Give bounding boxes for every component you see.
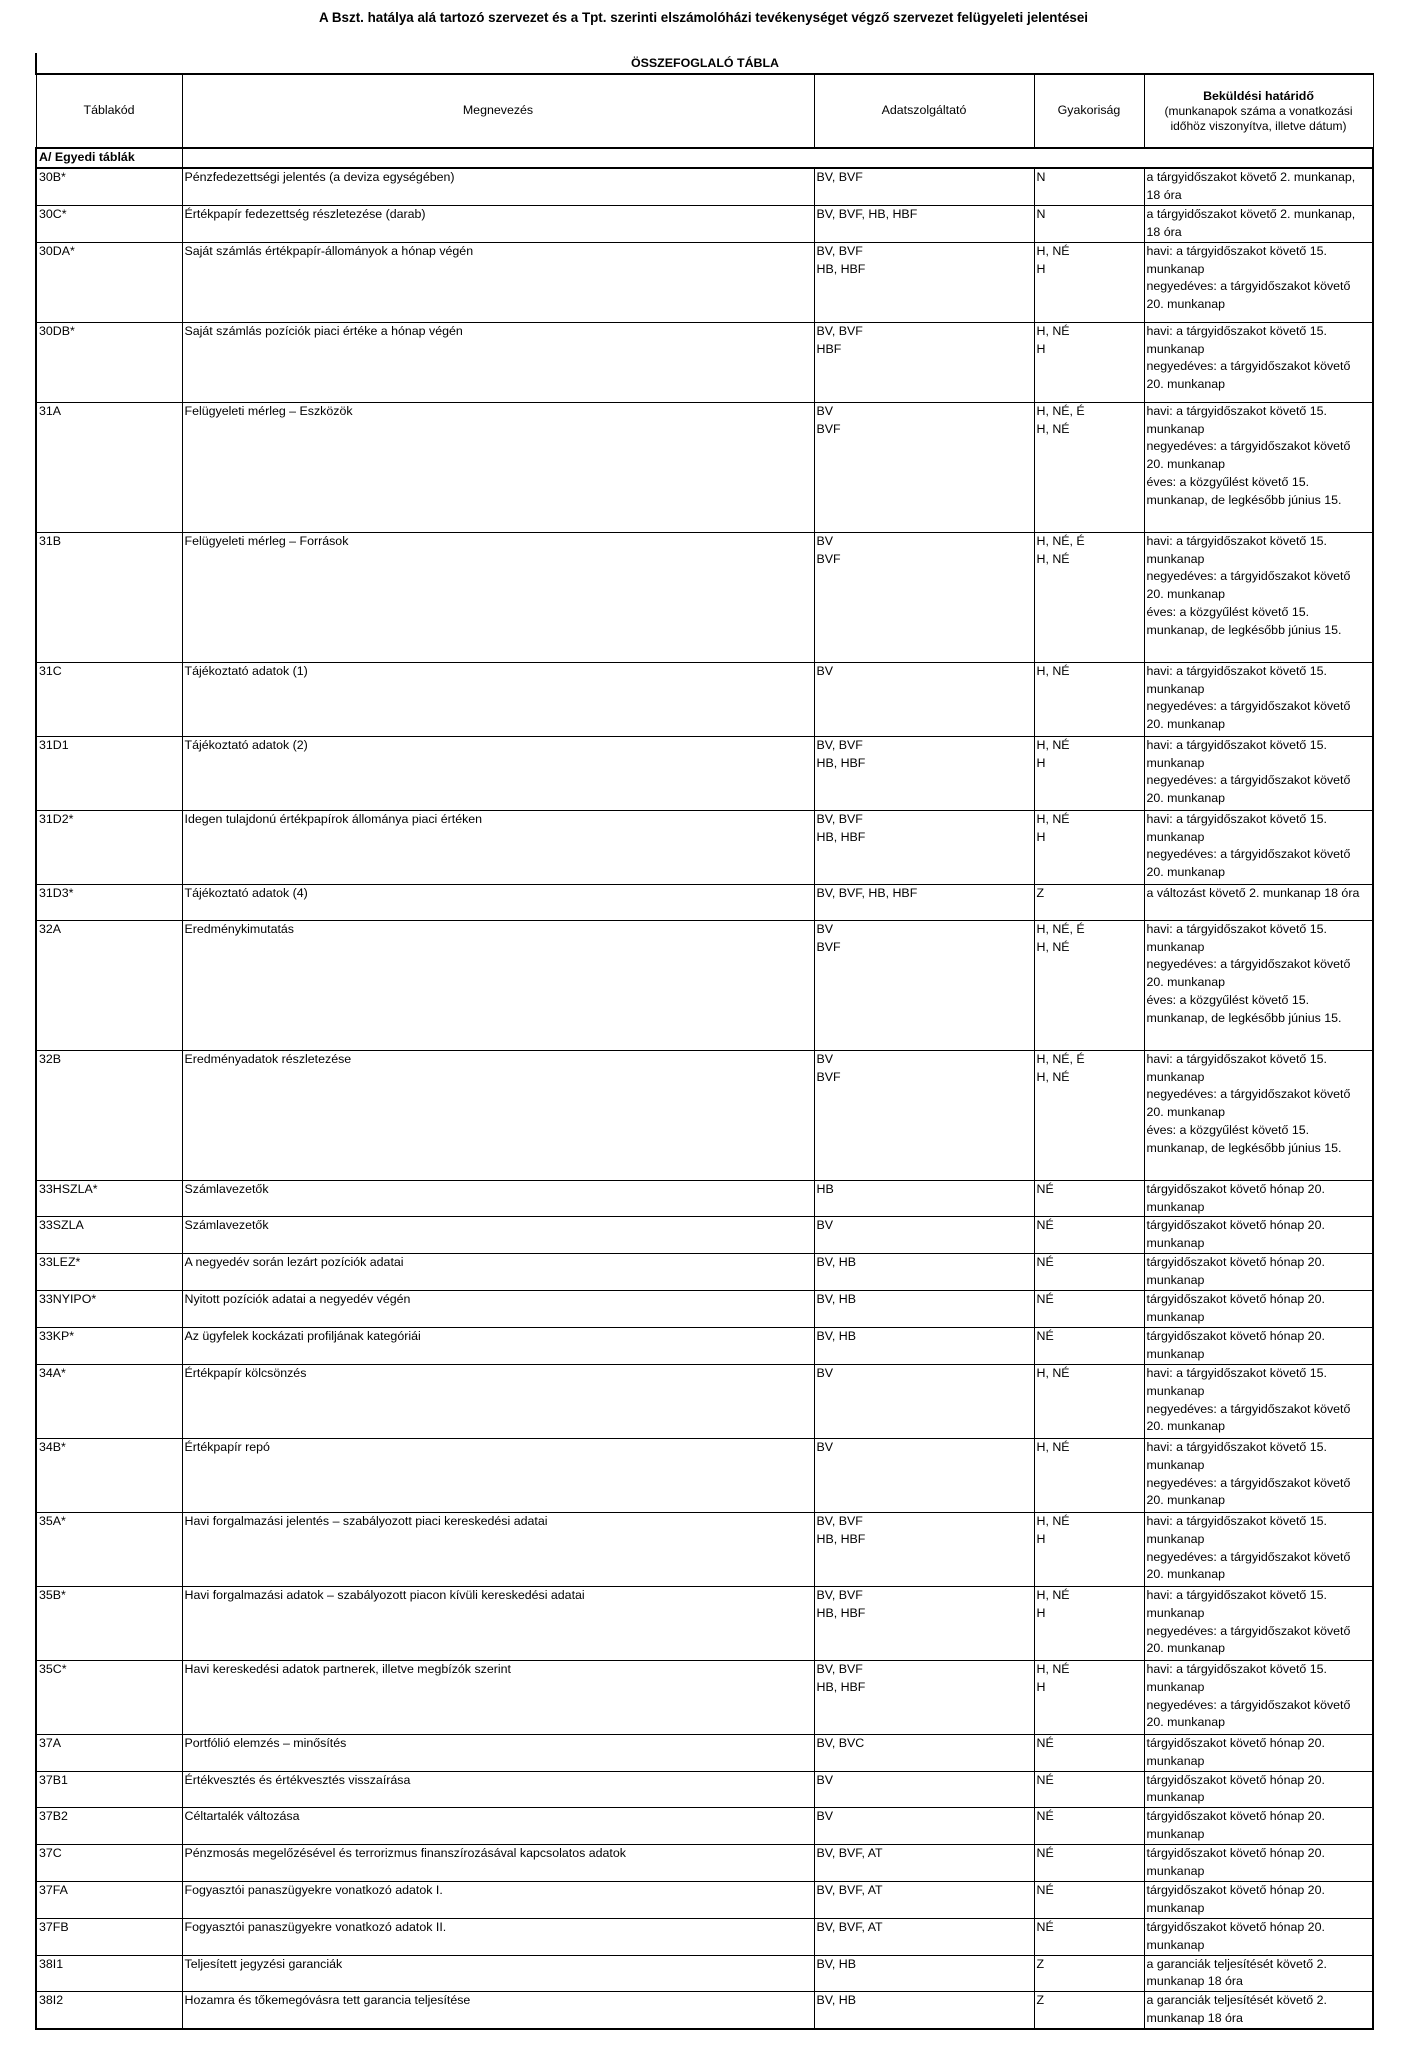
table-row: [36, 1918, 1373, 1955]
row-name: Saját számlás pozíciók piaci értéke a hónap végén: [182, 322, 814, 402]
row-code: 38I2: [36, 1992, 182, 2029]
row-code: 33SZLA: [36, 1217, 182, 1254]
row-provider: BV, BVF HB, HBF: [814, 1586, 1034, 1660]
row-frequency: N: [1034, 205, 1144, 242]
row-provider: BV: [814, 1364, 1034, 1438]
row-name: Céltartalék változása: [182, 1808, 814, 1845]
section-row: [36, 148, 1373, 168]
row-frequency: NÉ: [1034, 1808, 1144, 1845]
row-code: 33NYIPO*: [36, 1291, 182, 1328]
row-name: Havi kereskedési adatok partnerek, illetve megbízók szerint: [182, 1660, 814, 1734]
row-code: 37FA: [36, 1881, 182, 1918]
row-provider: BV, BVF, HB, HBF: [814, 884, 1034, 920]
row-frequency: NÉ: [1034, 1217, 1144, 1254]
table-row: [36, 1438, 1373, 1512]
table-row: [36, 242, 1373, 322]
row-name: Portfólió elemzés – minősítés: [182, 1734, 814, 1771]
row-name: Havi forgalmazási jelentés – szabályozott piaci kereskedési adatai: [182, 1512, 814, 1586]
row-deadline: havi: a tárgyidőszakot követő 15. munkanap negyedéves: a tárgyidőszakot követő 20. munkanap: [1144, 662, 1373, 736]
row-name: Értékvesztés és értékvesztés visszaírása: [182, 1771, 814, 1808]
row-deadline: havi: a tárgyidőszakot követő 15. munkanap negyedéves: a tárgyidőszakot követő 20. munkanap: [1144, 242, 1373, 322]
table-row: [36, 1660, 1373, 1734]
row-name: Az ügyfelek kockázati profiljának kategóriái: [182, 1327, 814, 1364]
row-deadline: tárgyidőszakot követő hónap 20. munkanap: [1144, 1808, 1373, 1845]
row-code: 35A*: [36, 1512, 182, 1586]
row-name: Tájékoztató adatok (4): [182, 884, 814, 920]
row-frequency: NÉ: [1034, 1254, 1144, 1291]
row-code: 37B2: [36, 1808, 182, 1845]
row-provider: BV BVF: [814, 402, 1034, 532]
row-frequency: H, NÉ, É H, NÉ: [1034, 532, 1144, 662]
row-code: 31A: [36, 402, 182, 532]
row-deadline: tárgyidőszakot követő hónap 20. munkanap: [1144, 1771, 1373, 1808]
row-name: Fogyasztói panaszügyekre vonatkozó adatok II.: [182, 1918, 814, 1955]
row-deadline: havi: a tárgyidőszakot követő 15. munkanap negyedéves: a tárgyidőszakot követő 20. munkanap éves: a közgyűlést követő 15. munkanap, de legkésőbb június 15.: [1144, 402, 1373, 532]
row-provider: BV, BVF, HB, HBF: [814, 205, 1034, 242]
row-code: 31D3*: [36, 884, 182, 920]
row-provider: HB: [814, 1180, 1034, 1217]
row-code: 38I1: [36, 1955, 182, 1992]
table-row: [36, 920, 1373, 1050]
row-provider: BV, BVF HB, HBF: [814, 1512, 1034, 1586]
row-frequency: H, NÉ: [1034, 662, 1144, 736]
row-frequency: Z: [1034, 1992, 1144, 2029]
summary-table-container: [35, 53, 1372, 2030]
row-name: Idegen tulajdonú értékpapírok állománya piaci értéken: [182, 810, 814, 884]
row-provider: BV, BVF HB, HBF: [814, 242, 1034, 322]
section-label: A/ Egyedi táblák: [36, 148, 182, 168]
row-frequency: NÉ: [1034, 1918, 1144, 1955]
row-deadline: tárgyidőszakot követő hónap 20. munkanap: [1144, 1291, 1373, 1328]
row-provider: BV, BVF, AT: [814, 1845, 1034, 1882]
row-deadline: a változást követő 2. munkanap 18 óra: [1144, 884, 1373, 920]
row-provider: BV, HB: [814, 1327, 1034, 1364]
row-provider: BV, HB: [814, 1992, 1034, 2029]
row-frequency: H, NÉ H: [1034, 242, 1144, 322]
row-code: 33HSZLA*: [36, 1180, 182, 1217]
row-name: Értékpapír fedezettség részletezése (darab): [182, 205, 814, 242]
row-name: Pénzfedezettségi jelentés (a deviza egységében): [182, 168, 814, 205]
table-row: [36, 884, 1373, 920]
table-row: [36, 1734, 1373, 1771]
row-code: 34B*: [36, 1438, 182, 1512]
row-name: A negyedév során lezárt pozíciók adatai: [182, 1254, 814, 1291]
table-row: [36, 1291, 1373, 1328]
row-code: 37C: [36, 1845, 182, 1882]
row-frequency: H, NÉ: [1034, 1364, 1144, 1438]
row-name: Számlavezetők: [182, 1180, 814, 1217]
header-deadline-title: Beküldési határidő: [1203, 88, 1314, 103]
row-provider: BV, HB: [814, 1291, 1034, 1328]
table-caption-row: [36, 53, 1373, 74]
header-deadline-sub: (munkanapok száma a vonatkozási időhöz viszonyítva, illetve dátum): [1164, 103, 1353, 133]
row-provider: BV: [814, 1808, 1034, 1845]
row-name: Értékpapír kölcsönzés: [182, 1364, 814, 1438]
row-provider: BV, BVF: [814, 168, 1034, 205]
table-row: [36, 1845, 1373, 1882]
header-name: Megnevezés: [182, 74, 814, 148]
row-code: 31D1: [36, 736, 182, 810]
table-row: [36, 1955, 1373, 1992]
table-row: [36, 1180, 1373, 1217]
row-frequency: H, NÉ: [1034, 1438, 1144, 1512]
row-name: Felügyeleti mérleg – Eszközök: [182, 402, 814, 532]
header-frequency: Gyakoriság: [1034, 74, 1144, 148]
row-deadline: tárgyidőszakot követő hónap 20. munkanap: [1144, 1180, 1373, 1217]
row-code: 34A*: [36, 1364, 182, 1438]
row-name: Pénzmosás megelőzésével és terrorizmus finanszírozásával kapcsolatos adatok: [182, 1845, 814, 1882]
row-deadline: havi: a tárgyidőszakot követő 15. munkanap negyedéves: a tárgyidőszakot követő 20. munkanap: [1144, 1438, 1373, 1512]
row-frequency: NÉ: [1034, 1291, 1144, 1328]
row-frequency: NÉ: [1034, 1845, 1144, 1882]
row-deadline: tárgyidőszakot követő hónap 20. munkanap: [1144, 1845, 1373, 1882]
row-frequency: H, NÉ H: [1034, 1512, 1144, 1586]
row-frequency: NÉ: [1034, 1180, 1144, 1217]
row-name: Saját számlás értékpapír-állományok a hónap végén: [182, 242, 814, 322]
row-name: Értékpapír repó: [182, 1438, 814, 1512]
header-deadline: [1144, 74, 1373, 148]
row-frequency: NÉ: [1034, 1734, 1144, 1771]
row-name: Eredményadatok részletezése: [182, 1050, 814, 1180]
row-code: 30DA*: [36, 242, 182, 322]
row-provider: BV, HB: [814, 1955, 1034, 1992]
row-deadline: a garanciák teljesítését követő 2. munkanap 18 óra: [1144, 1992, 1373, 2029]
row-provider: BV: [814, 1771, 1034, 1808]
row-frequency: H, NÉ H: [1034, 322, 1144, 402]
table-row: [36, 1364, 1373, 1438]
row-deadline: a tárgyidőszakot követő 2. munkanap, 18 óra: [1144, 205, 1373, 242]
row-code: 30B*: [36, 168, 182, 205]
row-deadline: havi: a tárgyidőszakot követő 15. munkanap negyedéves: a tárgyidőszakot követő 20. munkanap: [1144, 1660, 1373, 1734]
row-frequency: H, NÉ, É H, NÉ: [1034, 402, 1144, 532]
row-code: 30C*: [36, 205, 182, 242]
row-deadline: tárgyidőszakot követő hónap 20. munkanap: [1144, 1734, 1373, 1771]
document-title: A Bszt. hatálya alá tartozó szervezet és a Tpt. szerinti elszámolóházi tevékenységet végző szervezet felügyeleti jelentései: [318, 10, 1089, 25]
row-name: Tájékoztató adatok (1): [182, 662, 814, 736]
row-deadline: havi: a tárgyidőszakot követő 15. munkanap negyedéves: a tárgyidőszakot követő 20. munkanap: [1144, 1512, 1373, 1586]
table-row: [36, 1050, 1373, 1180]
table-caption: ÖSSZEFOGLALÓ TÁBLA: [36, 53, 1373, 74]
row-provider: BV, BVF, AT: [814, 1881, 1034, 1918]
row-name: Felügyeleti mérleg – Források: [182, 532, 814, 662]
row-provider: BV: [814, 1438, 1034, 1512]
table-row: [36, 1327, 1373, 1364]
row-frequency: H, NÉ H: [1034, 1586, 1144, 1660]
row-frequency: H, NÉ H: [1034, 736, 1144, 810]
row-deadline: a garanciák teljesítését követő 2. munkanap 18 óra: [1144, 1955, 1373, 1992]
table-row: [36, 1992, 1373, 2029]
row-provider: BV, HB: [814, 1254, 1034, 1291]
row-provider: BV, BVF HBF: [814, 322, 1034, 402]
row-deadline: havi: a tárgyidőszakot követő 15. munkanap negyedéves: a tárgyidőszakot követő 20. munkanap éves: a közgyűlést követő 15. munkanap, de legkésőbb június 15.: [1144, 1050, 1373, 1180]
row-deadline: havi: a tárgyidőszakot követő 15. munkanap negyedéves: a tárgyidőszakot követő 20. munkanap: [1144, 1364, 1373, 1438]
table-row: [36, 205, 1373, 242]
row-name: Eredménykimutatás: [182, 920, 814, 1050]
table-row: [36, 322, 1373, 402]
row-frequency: Z: [1034, 1955, 1144, 1992]
row-code: 37A: [36, 1734, 182, 1771]
row-deadline: tárgyidőszakot követő hónap 20. munkanap: [1144, 1217, 1373, 1254]
row-frequency: NÉ: [1034, 1327, 1144, 1364]
row-name: Nyitott pozíciók adatai a negyedév végén: [182, 1291, 814, 1328]
row-provider: BV: [814, 662, 1034, 736]
table-row: [36, 1217, 1373, 1254]
row-frequency: Z: [1034, 884, 1144, 920]
row-code: 33LEZ*: [36, 1254, 182, 1291]
row-frequency: NÉ: [1034, 1771, 1144, 1808]
row-name: Tájékoztató adatok (2): [182, 736, 814, 810]
table-header-row: [36, 74, 1373, 148]
row-deadline: tárgyidőszakot követő hónap 20. munkanap: [1144, 1881, 1373, 1918]
row-code: 35C*: [36, 1660, 182, 1734]
row-frequency: H, NÉ, É H, NÉ: [1034, 1050, 1144, 1180]
row-deadline: havi: a tárgyidőszakot követő 15. munkanap negyedéves: a tárgyidőszakot követő 20. munkanap: [1144, 736, 1373, 810]
summary-table: [35, 53, 1374, 2030]
row-provider: BV: [814, 1217, 1034, 1254]
row-deadline: tárgyidőszakot követő hónap 20. munkanap: [1144, 1254, 1373, 1291]
table-row: [36, 532, 1373, 662]
row-code: 33KP*: [36, 1327, 182, 1364]
row-code: 37B1: [36, 1771, 182, 1808]
row-deadline: havi: a tárgyidőszakot követő 15. munkanap negyedéves: a tárgyidőszakot követő 20. munkanap éves: a közgyűlést követő 15. munkanap, de legkésőbb június 15.: [1144, 532, 1373, 662]
header-provider: Adatszolgáltató: [814, 74, 1034, 148]
row-code: 32B: [36, 1050, 182, 1180]
row-deadline: havi: a tárgyidőszakot követő 15. munkanap negyedéves: a tárgyidőszakot követő 20. munkanap éves: a közgyűlést követő 15. munkanap, de legkésőbb június 15.: [1144, 920, 1373, 1050]
row-name: Teljesített jegyzési garanciák: [182, 1955, 814, 1992]
table-row: [36, 736, 1373, 810]
row-provider: BV BVF: [814, 1050, 1034, 1180]
row-code: 31D2*: [36, 810, 182, 884]
table-row: [36, 1881, 1373, 1918]
row-deadline: tárgyidőszakot követő hónap 20. munkanap: [1144, 1918, 1373, 1955]
row-code: 37FB: [36, 1918, 182, 1955]
row-deadline: havi: a tárgyidőszakot követő 15. munkanap negyedéves: a tárgyidőszakot követő 20. munkanap: [1144, 810, 1373, 884]
row-code: 35B*: [36, 1586, 182, 1660]
table-row: [36, 1771, 1373, 1808]
table-row: [36, 662, 1373, 736]
row-provider: BV BVF: [814, 920, 1034, 1050]
table-row: [36, 1808, 1373, 1845]
table-row: [36, 810, 1373, 884]
row-frequency: N: [1034, 168, 1144, 205]
row-frequency: H, NÉ, É H, NÉ: [1034, 920, 1144, 1050]
row-frequency: H, NÉ H: [1034, 810, 1144, 884]
row-frequency: NÉ: [1034, 1881, 1144, 1918]
table-row: [36, 1586, 1373, 1660]
row-name: Hozamra és tőkemegóvásra tett garancia teljesítése: [182, 1992, 814, 2029]
row-name: Havi forgalmazási adatok – szabályozott piacon kívüli kereskedési adatai: [182, 1586, 814, 1660]
row-deadline: havi: a tárgyidőszakot követő 15. munkanap negyedéves: a tárgyidőszakot követő 20. munkanap: [1144, 1586, 1373, 1660]
table-row: [36, 1512, 1373, 1586]
table-row: [36, 1254, 1373, 1291]
row-code: 32A: [36, 920, 182, 1050]
row-frequency: H, NÉ H: [1034, 1660, 1144, 1734]
row-name: Számlavezetők: [182, 1217, 814, 1254]
row-deadline: havi: a tárgyidőszakot követő 15. munkanap negyedéves: a tárgyidőszakot követő 20. munkanap: [1144, 322, 1373, 402]
row-deadline: a tárgyidőszakot követő 2. munkanap, 18 óra: [1144, 168, 1373, 205]
row-provider: BV BVF: [814, 532, 1034, 662]
row-name: Fogyasztói panaszügyekre vonatkozó adatok I.: [182, 1881, 814, 1918]
row-provider: BV, BVF HB, HBF: [814, 810, 1034, 884]
row-code: 31C: [36, 662, 182, 736]
header-code: Táblakód: [36, 74, 182, 148]
row-provider: BV, BVF HB, HBF: [814, 1660, 1034, 1734]
table-row: [36, 168, 1373, 205]
row-deadline: tárgyidőszakot követő hónap 20. munkanap: [1144, 1327, 1373, 1364]
row-provider: BV, BVF HB, HBF: [814, 736, 1034, 810]
table-row: [36, 402, 1373, 532]
row-provider: BV, BVF, AT: [814, 1918, 1034, 1955]
row-provider: BV, BVC: [814, 1734, 1034, 1771]
row-code: 31B: [36, 532, 182, 662]
row-code: 30DB*: [36, 322, 182, 402]
